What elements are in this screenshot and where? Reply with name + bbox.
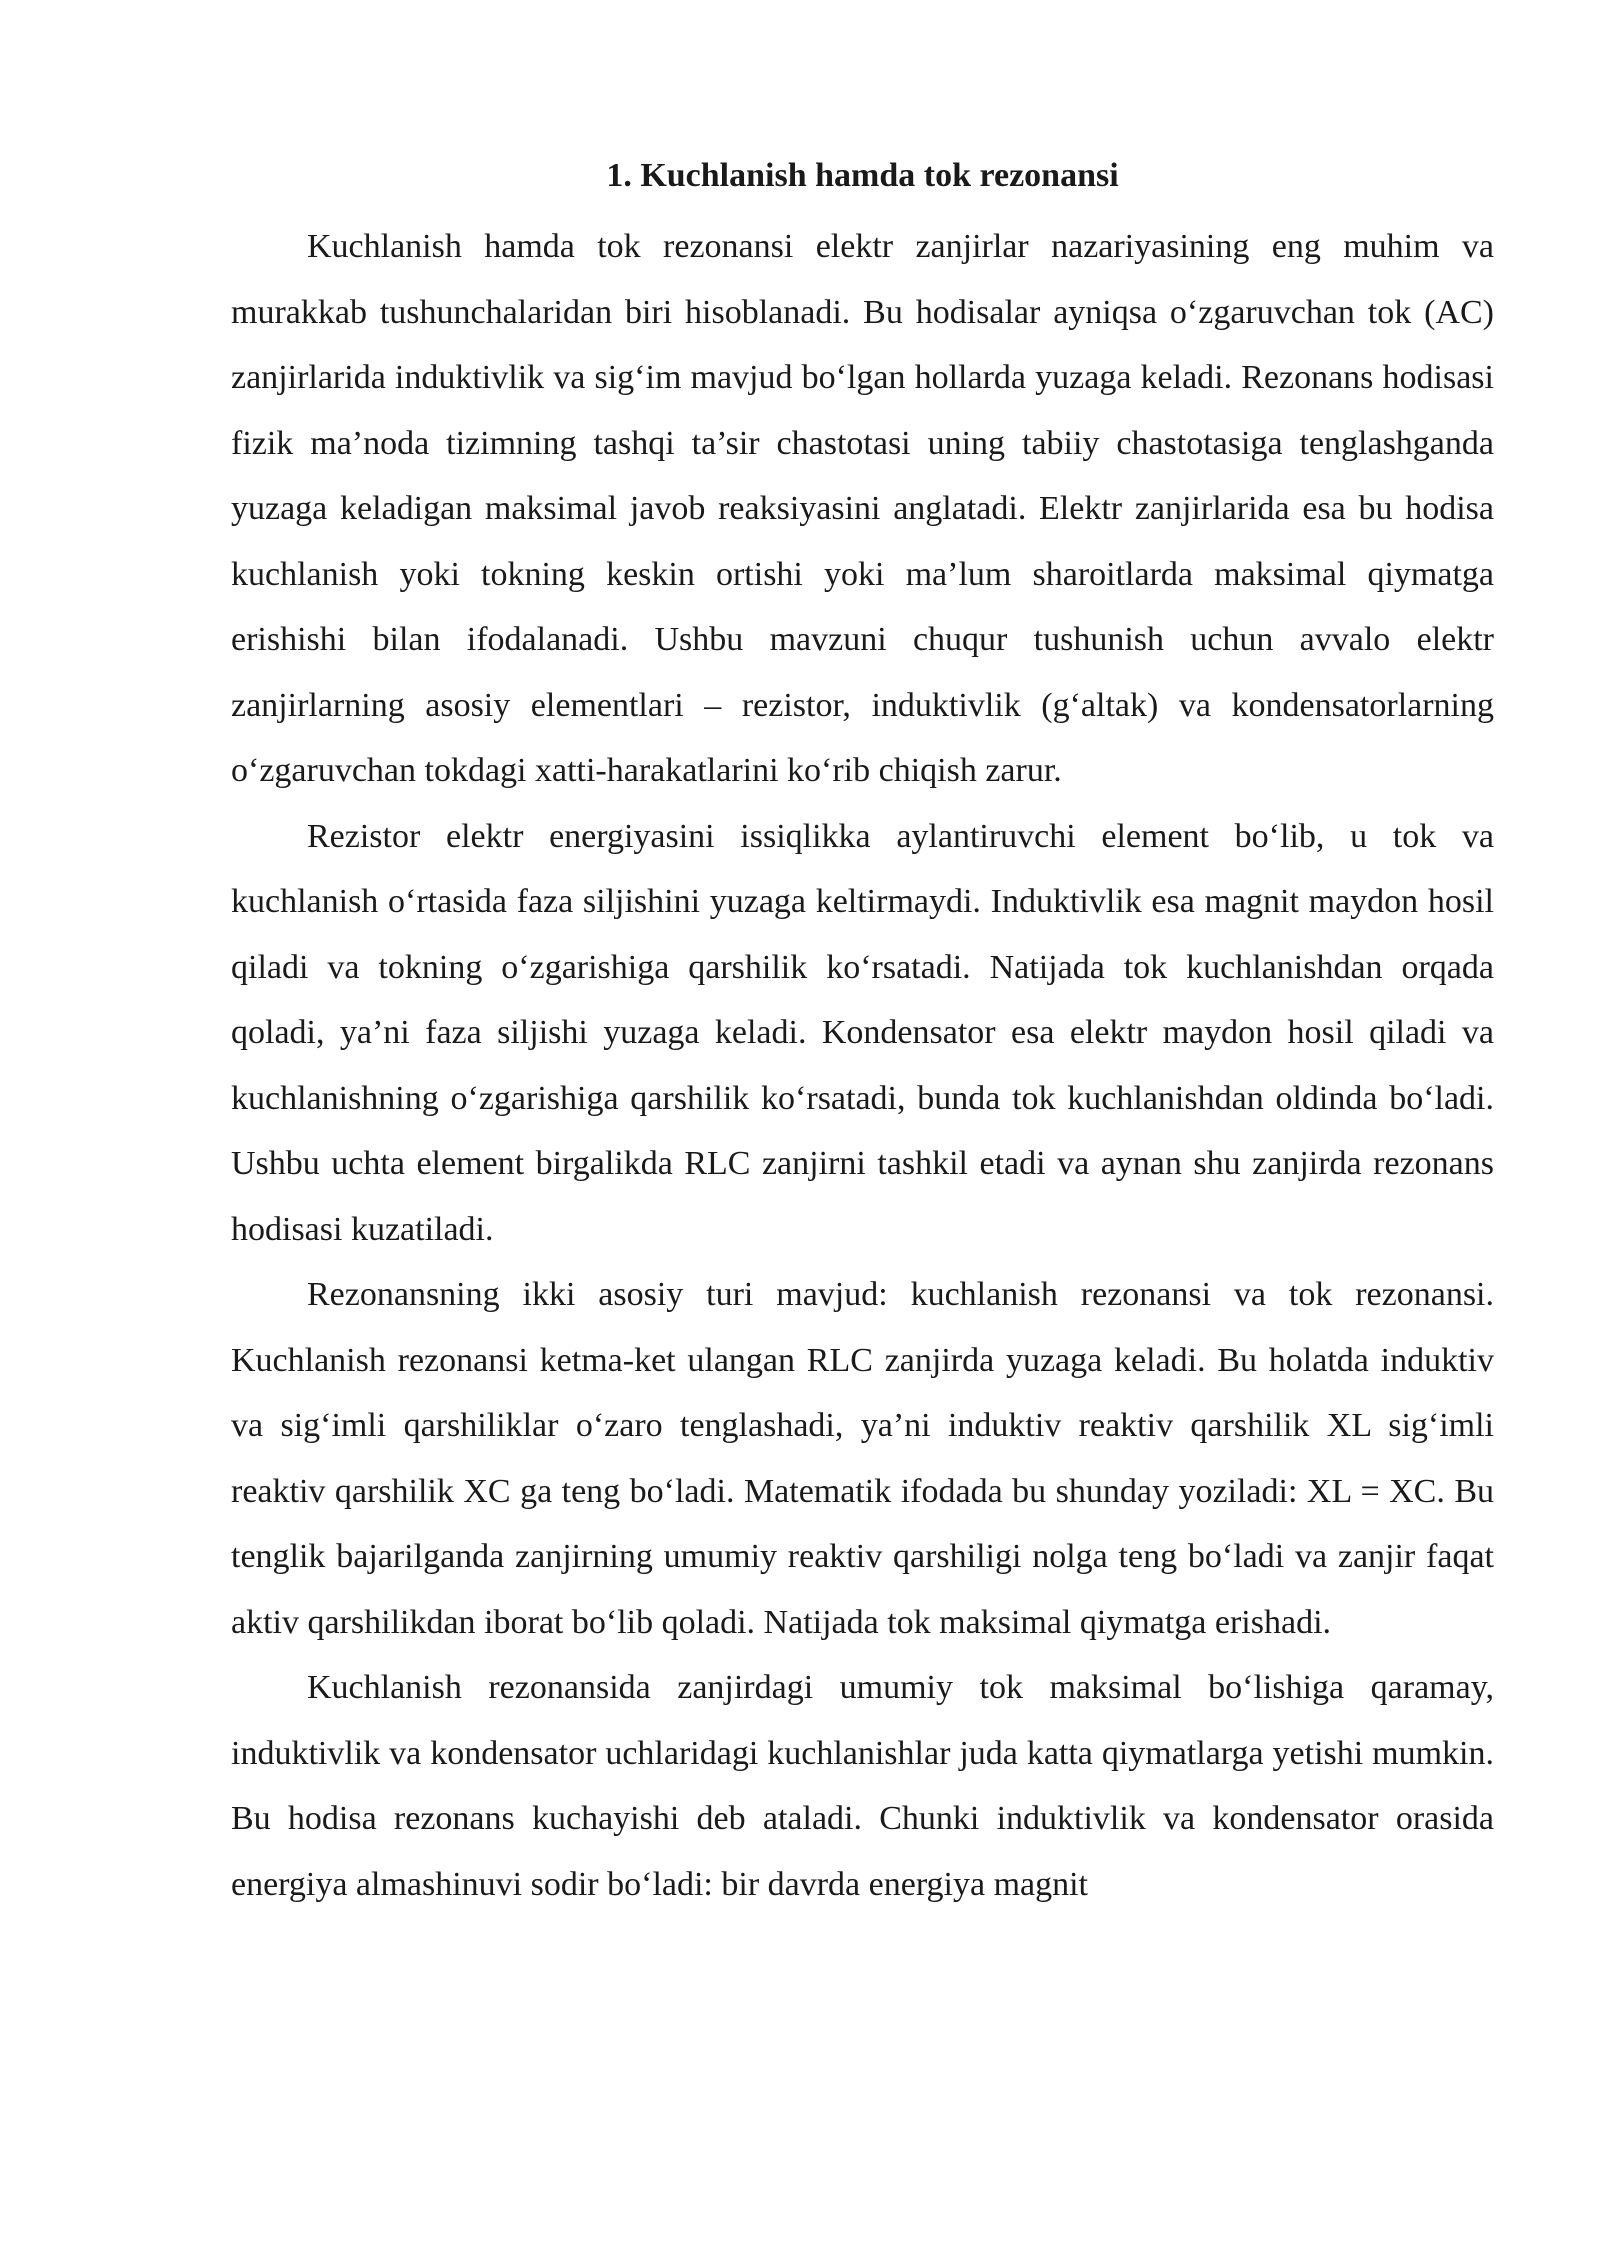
paragraph-3: Rezonansning ikki asosiy turi mavjud: kuchlanish rezonansi va tok rezonansi. Kuchlanish rezonansi ketma-ket ulangan RLC zanjirda yuzaga keladi. Bu holatda induktiv va sig‘imli qarshiliklar o‘zaro tenglashadi, ya’ni induktiv reaktiv qarshilik XL sig‘imli reaktiv qarshilik XC ga teng bo‘ladi. Matematik ifodada bu shunday yoziladi: XL = XC. Bu tenglik bajarilganda zanjirning umumiy reaktiv qarshiligi nolga teng bo‘ladi va zanjir faqat aktiv qarshilikdan iborat bo‘lib qoladi. Natijada tok maksimal qiymatga erishadi. bbox=[231, 1276, 1494, 1641]
document-page bbox=[231, 150, 1494, 1917]
paragraph-4: Kuchlanish rezonansida zanjirdagi umumiy tok maksimal bo‘lishiga qaramay, induktivlik va kondensator uchlaridagi kuchlanishlar juda katta qiymatlarga yetishi mumkin. Bu hodisa rezonans kuchayishi deb ataladi. Chunki induktivlik va kondensator orasida energiya almashinuvi sodir bo‘ladi: bir davrda energiya magnit bbox=[231, 1669, 1494, 1903]
paragraph-2: Rezistor elektr energiyasini issiqlikka aylantiruvchi element bo‘lib, u tok va kuchlanish o‘rtasida faza siljishini yuzaga keltirmaydi. Induktivlik esa magnit maydon hosil qiladi va tokning o‘zgarishiga qarshilik ko‘rsatadi. Natijada tok kuchlanishdan orqada qoladi, ya’ni faza siljishi yuzaga keladi. Kondensator esa elektr maydon hosil qiladi va kuchlanishning o‘zgarishiga qarshilik ko‘rsatadi, bunda tok kuchlanishdan oldinda bo‘ladi. Ushbu uchta element birgalikda RLC zanjirni tashkil etadi va aynan shu zanjirda rezonans hodisasi kuzatiladi. bbox=[231, 817, 1494, 1248]
section-title: 1. Kuchlanish hamda tok rezonansi bbox=[606, 157, 1119, 194]
paragraph-1: Kuchlanish hamda tok rezonansi elektr zanjirlar nazariyasining eng muhim va murakkab tushunchalaridan biri hisoblanadi. Bu hodisalar ayniqsa o‘zgaruvchan tok (AC) zanjirlarida induktivlik va sig‘im mavjud bo‘lgan hollarda yuzaga keladi. Rezonans hodisasi fizik ma’noda tizimning tashqi ta’sir chastotasi uning tabiiy chastotasiga tenglashganda yuzaga keladigan maksimal javob reaksiyasini anglatadi. Elektr zanjirlarida esa bu hodisa kuchlanish yoki tokning keskin ortishi yoki ma’lum sharoitlarda maksimal qiymatga erishishi bilan ifodalanadi. Ushbu mavzuni chuqur tushunish uchun avvalo elektr zanjirlarning asosiy elementlari – rezistor, induktivlik (g‘altak) va kondensatorlarning o‘zgaruvchan tokdagi xatti-harakatlarini ko‘rib chiqish zarur. bbox=[231, 228, 1494, 789]
